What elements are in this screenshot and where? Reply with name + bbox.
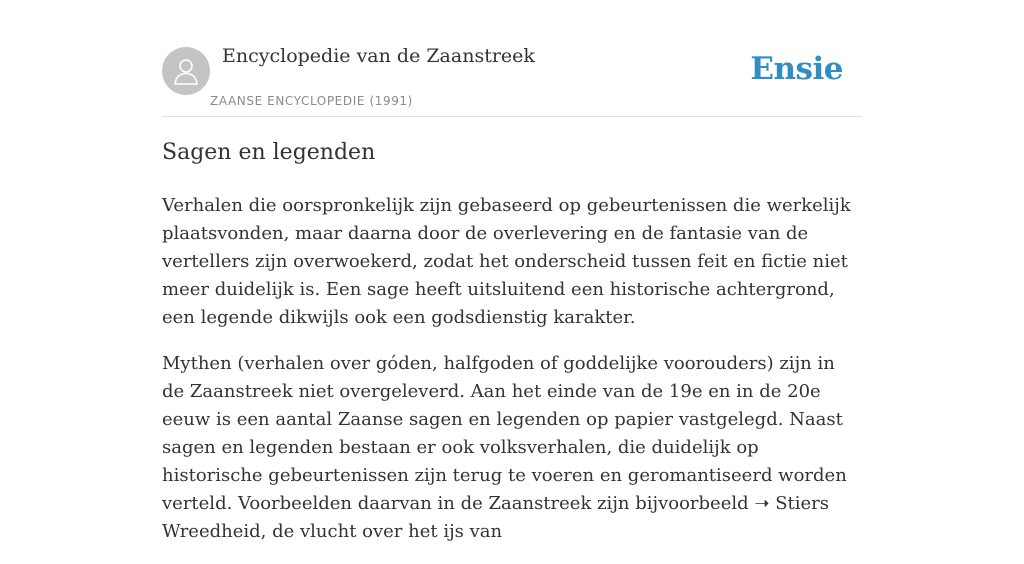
stiers-wreedheid-link[interactable]: Stiers Wreedheid bbox=[162, 493, 830, 542]
paragraph-text: , de vlucht over het ijs van bbox=[260, 521, 503, 542]
source-header bbox=[162, 0, 862, 117]
user-silhouette-icon bbox=[171, 56, 201, 86]
article-body bbox=[162, 192, 862, 564]
paragraph-text: Mythen (verhalen over góden, halfgoden of goddelijke voorouders) zijn in de Zaanstreek niet overgeleverd. Aan het einde van de 19e en in de 20e eeuw is een aantal Zaanse sagen en legenden op papier vastgelegd. Naast sagen en legenden bestaan er ook volksverhalen, die duidelijk op historische gebeurtenissen zijn terug te voeren en geromantiseerd worden verteld. Voorbeelden daarvan in de Zaanstreek zijn bijvoorbeeld bbox=[162, 353, 847, 514]
ensie-logo[interactable]: Ensie bbox=[750, 51, 843, 87]
page-container bbox=[162, 0, 862, 542]
source-subtitle: ZAANSE ENCYCLOPEDIE (1991) bbox=[210, 94, 413, 108]
link-arrow-icon: ➝ bbox=[754, 493, 770, 514]
article-title: Sagen en legenden bbox=[162, 140, 376, 165]
source-title[interactable]: Encyclopedie van de Zaanstreek bbox=[222, 45, 535, 67]
article-paragraph: Verhalen die oorspronkelijk zijn gebaseerd op gebeurtenissen die werkelijk plaatsvonden, maar daarna door de overlevering en de fantasie van de vertellers zijn overwoekerd, zodat het onderscheid tussen feit en fictie niet meer duidelijk is. Een sage heeft uitsluitend een historische achtergrond, een legende dikwijls ook een godsdienstig karakter. bbox=[162, 195, 851, 328]
article-paragraph bbox=[162, 350, 862, 546]
source-avatar[interactable] bbox=[162, 47, 210, 95]
